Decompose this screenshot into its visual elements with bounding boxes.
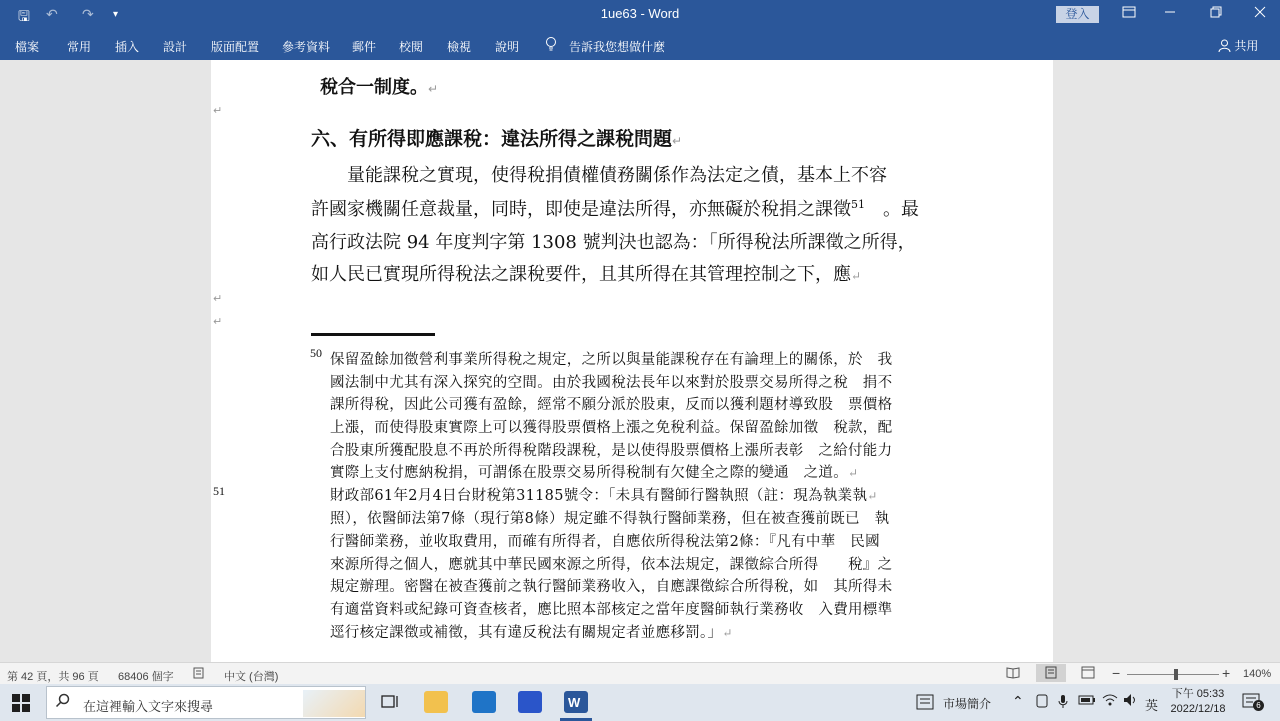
taskbar-search-input[interactable] <box>46 686 366 719</box>
footnote-line <box>330 484 878 505</box>
app-icon[interactable] <box>518 691 542 713</box>
search-placeholder: 在這裡輸入文字來搜尋 <box>83 699 214 714</box>
person-icon <box>1218 39 1231 52</box>
zoom-out-button[interactable]: − <box>1112 665 1121 681</box>
footnote-line: 來源所得之個人，應就其中華民國來源之所得，依本法規定，課徵綜合所得 稅』之 <box>330 557 893 573</box>
read-mode-icon[interactable] <box>1006 666 1020 682</box>
tab-references[interactable]: 參考資料 <box>282 40 331 54</box>
proofing-icon[interactable] <box>193 667 206 682</box>
tab-view[interactable]: 檢視 <box>447 40 472 54</box>
document-area[interactable] <box>0 60 1280 662</box>
tab-design[interactable]: 設計 <box>163 40 188 54</box>
task-view-icon[interactable] <box>380 693 400 716</box>
footnote-line: 上漲，而使得股東實際上可以獲得股票價格上漲之免稅利益。保留盈餘加徵 稅款，配 <box>330 420 893 436</box>
svg-text:W: W <box>568 695 581 710</box>
page-count[interactable]: 第 42 頁，共 96 頁 <box>7 671 99 683</box>
footnote-line-text: 逕行核定課徵或補徵，其有違反稅法有關規定者並應移罰。」 <box>330 625 723 641</box>
body-line-1: 量能課稅之實現，使得稅捐債權債務關係作為法定之債，基本上不容 <box>311 165 887 186</box>
chevron-up-icon[interactable]: ⌃ <box>1012 693 1024 709</box>
margin-paragraph-mark: ↵ <box>213 105 223 117</box>
lightbulb-icon <box>544 36 558 55</box>
microphone-icon[interactable] <box>1058 694 1068 712</box>
title-bar <box>0 0 1280 30</box>
ribbon-tabs <box>0 30 1280 60</box>
section-heading <box>311 124 682 151</box>
tab-file[interactable]: 檔案 <box>15 40 40 54</box>
web-layout-icon[interactable] <box>1081 666 1095 682</box>
body-line-4 <box>311 260 861 286</box>
customize-quick-access-icon[interactable]: ▾ <box>113 9 119 20</box>
print-layout-icon[interactable] <box>1036 664 1066 682</box>
tab-layout[interactable]: 版面配置 <box>211 40 260 54</box>
restore-icon[interactable] <box>1206 5 1226 23</box>
body-line-2-tail: 。最 <box>865 199 919 220</box>
search-highlight-image <box>303 690 365 717</box>
tab-help[interactable]: 說明 <box>495 40 520 54</box>
footnote-line <box>330 461 858 482</box>
status-bar <box>0 662 1280 684</box>
volume-icon[interactable] <box>1123 693 1139 710</box>
footnote-line: 規定辦理。密醫在被查獲前之執行醫師業務收入，自應課徵綜合所得稅，如 其所得未 <box>330 579 893 595</box>
tab-mailings[interactable]: 郵件 <box>352 40 377 54</box>
news-widget-label[interactable]: 市場簡介 <box>943 697 992 711</box>
news-icon[interactable] <box>916 694 934 715</box>
zoom-slider[interactable] <box>1127 674 1219 675</box>
clock-date: 2022/12/18 <box>1170 703 1226 715</box>
paragraph-mark: ↵ <box>867 489 878 503</box>
tray-app-icon[interactable] <box>1036 694 1048 711</box>
paragraph-mark: ↵ <box>722 626 733 640</box>
share-label: 共用 <box>1234 39 1259 53</box>
window-title: 1ue63 - Word <box>600 6 680 21</box>
tell-me-search[interactable]: 告訴我您想做什麼 <box>569 40 666 54</box>
body-line-4-text: 如人民已實現所得稅法之課稅要件，且其所得在其管理控制之下，應 <box>311 264 851 285</box>
footnote-line-text: 財政部61年2月4日台財稅第31185號令：「未具有醫師行醫執照（註：現為執業執 <box>330 488 868 504</box>
word-taskbar-icon[interactable] <box>564 691 588 713</box>
footnote-line: 課所得稅，因此公司獲有盈餘，經常不願分派於股東，反而以獲利題材導致股 票價格 <box>330 397 893 413</box>
body-line-2-text: 許國家機關任意裁量，同時，即使是違法所得，亦無礙於稅捐之課徵 <box>311 199 851 220</box>
taskbar <box>0 684 1280 721</box>
share-button[interactable] <box>1218 37 1258 54</box>
tab-insert[interactable]: 插入 <box>115 40 140 54</box>
wifi-icon[interactable] <box>1102 693 1118 710</box>
zoom-level[interactable]: 140% <box>1243 668 1272 680</box>
footnote-line: 國法制中尤其有深入探究的空間。由於我國稅法長年以來對於股票交易所得之稅 捐不 <box>330 375 893 391</box>
save-icon[interactable]: 🖫 <box>18 8 30 24</box>
tab-review[interactable]: 校閱 <box>399 40 424 54</box>
windows-start-icon[interactable] <box>12 694 30 717</box>
heading-text: 六、有所得即應課稅：違法所得之課稅問題 <box>311 128 673 150</box>
language-indicator[interactable]: 中文 (台灣) <box>224 671 279 683</box>
footnote-line: 保留盈餘加徵營利事業所得稅之規定，之所以與量能課稅存在有論理上的關係，於 我 <box>330 352 893 368</box>
margin-paragraph-mark: ↵ <box>213 293 223 305</box>
footnote-line: 有適當資料或紀錄可資查核者，應比照本部核定之當年度醫師執行業務收 入費用標準 <box>330 602 893 618</box>
undo-icon[interactable]: ↶ <box>46 6 58 22</box>
footnote-line: 行醫師業務，並收取費用，而確有所得者，自應依所得稅法第2條：『凡有中華 民國 <box>330 534 880 550</box>
footnote-ref[interactable]: 51 <box>851 198 865 211</box>
file-explorer-icon[interactable] <box>424 691 448 713</box>
doc-top-line <box>320 73 438 99</box>
top-line-text: 稅合一制度。 <box>320 77 428 98</box>
close-icon[interactable] <box>1250 5 1270 23</box>
signin-button[interactable]: 登入 <box>1056 6 1099 23</box>
footnote-line: 合股東所獲配股息不再於所得稅階段課稅，是以使得股票價格上漲所表彰 之給付能力 <box>330 443 893 459</box>
ime-indicator[interactable]: 英 <box>1145 698 1159 713</box>
redo-icon[interactable]: ↷ <box>82 6 94 22</box>
tab-home[interactable]: 常用 <box>67 40 92 54</box>
notification-count: 6 <box>1253 700 1264 711</box>
paragraph-mark: ↵ <box>672 134 683 148</box>
battery-icon[interactable] <box>1078 694 1096 709</box>
minimize-icon[interactable] <box>1160 5 1180 23</box>
body-line-3: 高行政法院 94 年度判字第 1308 號判決也認為：「所得稅法所課徵之所得， <box>311 232 916 253</box>
ribbon-display-options-icon[interactable] <box>1119 5 1139 23</box>
zoom-in-button[interactable]: + <box>1222 665 1231 681</box>
footnote-number: 51 <box>213 484 225 498</box>
clock-time: 下午 05:33 <box>1171 688 1225 700</box>
mail-icon[interactable] <box>472 691 496 713</box>
word-count[interactable]: 68406 個字 <box>118 671 174 683</box>
search-icon <box>55 693 71 714</box>
footnote-line <box>330 621 733 642</box>
notification-icon[interactable] <box>1242 693 1262 716</box>
footnote-separator <box>311 333 435 336</box>
paragraph-mark: ↵ <box>428 82 439 96</box>
margin-paragraph-mark: ↵ <box>213 316 223 328</box>
footnote-line-text: 實際上支付應納稅捐，可謂係在股票交易所得稅制有欠健全之際的變通 之道。 <box>330 465 848 481</box>
taskbar-clock[interactable] <box>1163 687 1233 717</box>
footnote-number: 50 <box>310 346 322 360</box>
document-page[interactable] <box>211 60 1053 662</box>
zoom-slider-thumb[interactable] <box>1174 669 1178 680</box>
paragraph-mark: ↵ <box>851 269 862 283</box>
footnote-line: 照），依醫師法第7條（現行第8條）規定雖不得執行醫師業務，但在被查獲前既已 執 <box>330 511 890 527</box>
body-line-2 <box>311 195 919 221</box>
paragraph-mark: ↵ <box>848 466 859 480</box>
